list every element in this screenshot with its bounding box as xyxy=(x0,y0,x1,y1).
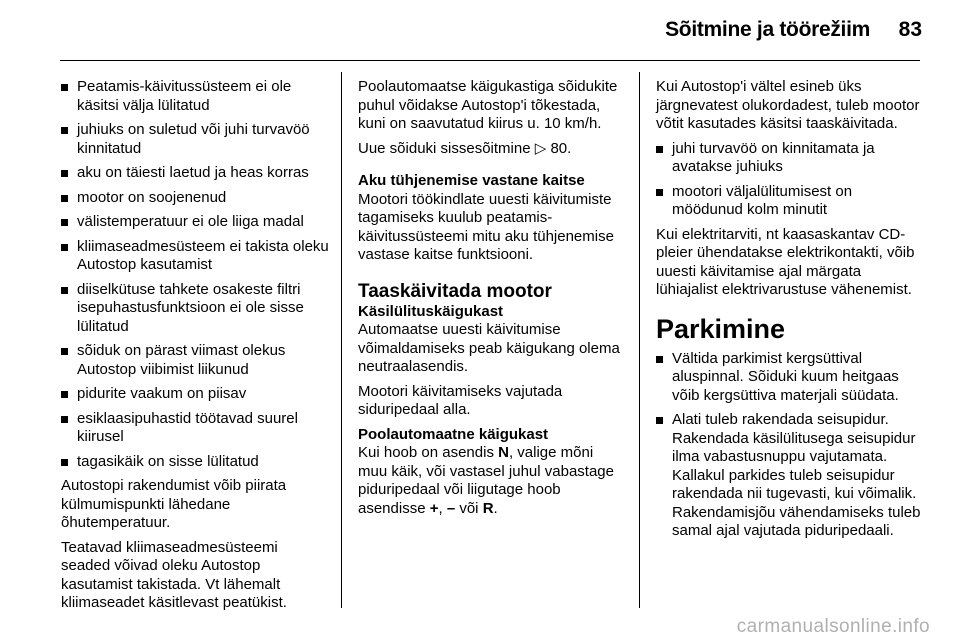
subheading-battery-protection: Aku tühjenemise vastane kaitse xyxy=(358,172,585,189)
list-item: juhiuks on suletud või juhi turvavöö kinnitatud xyxy=(61,121,331,158)
paragraph-climate-settings: Teatavad kliimaseadmesüsteemi seaded võivad oleku Autostop kasutamist takistada. Vt lähemalt kliimaseadet käsitlevast peatükist. xyxy=(61,538,287,611)
column-divider-1 xyxy=(341,72,342,608)
gear-r: R xyxy=(482,499,494,517)
text-run: , valige mõni muu käik, või vastasel juhul vabastage piduripedaal või liigutage hoob asendisse xyxy=(358,444,614,517)
subheading-semi-automatic-gearbox: Poolautomaatne käigukast xyxy=(358,425,549,443)
list-item: kliimaseadmesüsteem ei takista oleku Autostop kasutamist xyxy=(61,238,331,275)
list-item: välistemperatuur ei ole liiga madal xyxy=(61,213,331,232)
list-item: sõiduk on pärast viimast olekus Autostop viibimist liikunud xyxy=(61,342,331,379)
list-item: aku on täiesti laetud ja heas korras xyxy=(61,164,331,183)
list-item: diiselkütuse tahkete osakeste filtri isepuhastusfunktsioon ei ole sisse lülitatud xyxy=(61,281,331,337)
running-in-page-ref: 80. xyxy=(550,139,572,157)
list-item: juhi turvavöö on kinnitamata ja avatakse juhiuks xyxy=(656,140,926,177)
page-reference-arrow-icon: ▷ xyxy=(534,139,547,157)
text-run: . xyxy=(493,499,498,517)
list-item: esiklaasipuhastid töötavad suurel kiirusel xyxy=(61,410,331,447)
text-run: või xyxy=(459,499,479,517)
paragraph-semi-automatic-restart xyxy=(358,444,623,518)
page-number: 83 xyxy=(898,18,922,41)
gear-minus: – xyxy=(446,499,456,517)
section-title-parking: Parkimine xyxy=(656,313,786,344)
list-item: mootori väljalülitumisest on möödunud kolm minutit xyxy=(656,183,926,220)
subheading-manual-gearbox: Käsilülituskäigukast xyxy=(358,302,504,320)
page-header-title: Sõitmine ja töörežiim xyxy=(665,18,870,41)
running-in-text: Uue sõiduki sissesõitmine xyxy=(358,139,531,157)
text-run: Kui hoob on asendis xyxy=(358,444,494,461)
list-item: Peatamis-käivitussüsteem ei ole käsitsi välja lülitatud xyxy=(61,78,331,115)
paragraph-running-in xyxy=(358,140,623,159)
list-item: mootor on soojenenud xyxy=(61,189,331,208)
header-divider xyxy=(60,60,920,61)
list-item: pidurite vaakum on piisav xyxy=(61,385,331,404)
column-1 xyxy=(61,78,331,619)
paragraph-autostop-temperature: Autostopi rakendumist võib piirata külmumispunkti lähedane õhutemperatuur. xyxy=(61,477,287,531)
paragraph-manual-restart: Kui Autostop'i vältel esineb üks järgnevatest olukordadest, tuleb mootor võtit kasutades käsitsi taaskäivitada. xyxy=(656,78,920,132)
column-divider-2 xyxy=(639,72,640,608)
paragraph-semi-automatic: Poolautomaatse käigukastiga sõidukite puhul võidakse Autostop'i tõkestada, kuni on saavutatud kiirus u. 10 km/h. xyxy=(358,78,618,132)
list-item: Alati tuleb rakendada seisupidur. Rakendada käsilülitusega seisupidur ilma vabastusnuppu vajutamata. Kallakul parkides tuleb seisupidur rakendada nii tugevasti, kui võimalik. Rakendamisjõu vähendamiseks tuleb samal ajal vajutada piduripedaali. xyxy=(656,411,926,541)
watermark: carmanualsonline.info xyxy=(736,616,930,637)
column-3 xyxy=(656,78,926,547)
paragraph-neutral: Automaatse uuesti käivitumise võimaldamiseks peab käigukang olema neutraalasendis. xyxy=(358,321,620,375)
gear-n: N xyxy=(498,444,509,461)
paragraph-clutch: Mootori käivitamiseks vajutada siduripedaal alla. xyxy=(358,382,563,418)
column-2 xyxy=(358,78,623,524)
list-item: tagasikäik on sisse lülitatud xyxy=(61,453,331,472)
text-run: , xyxy=(438,499,443,517)
paragraph-electrical-supply: Kui elektritarviti, nt kaasaskantav CD-pleier ühendatakse elektrikontakti, võib uuesti käivitamise ajal märgata lühiajalist elektrivarustuse vähenemist. xyxy=(656,225,915,298)
gear-plus: + xyxy=(429,499,439,517)
section-title-restart-engine: Taaskäivitada mootor xyxy=(358,280,552,302)
list-item: Vältida parkimist kergsüttival aluspinnal. Sõiduki kuum heitgaas võib kergsüttiva materjali süüdata. xyxy=(656,350,926,406)
paragraph-battery-protection: Mootori töökindlate uuesti käivitumiste tagamiseks kuulub peatamis-käivitussüsteemi mitu aku tühjenemise vastase kaitse funktsiooni. xyxy=(358,190,614,263)
